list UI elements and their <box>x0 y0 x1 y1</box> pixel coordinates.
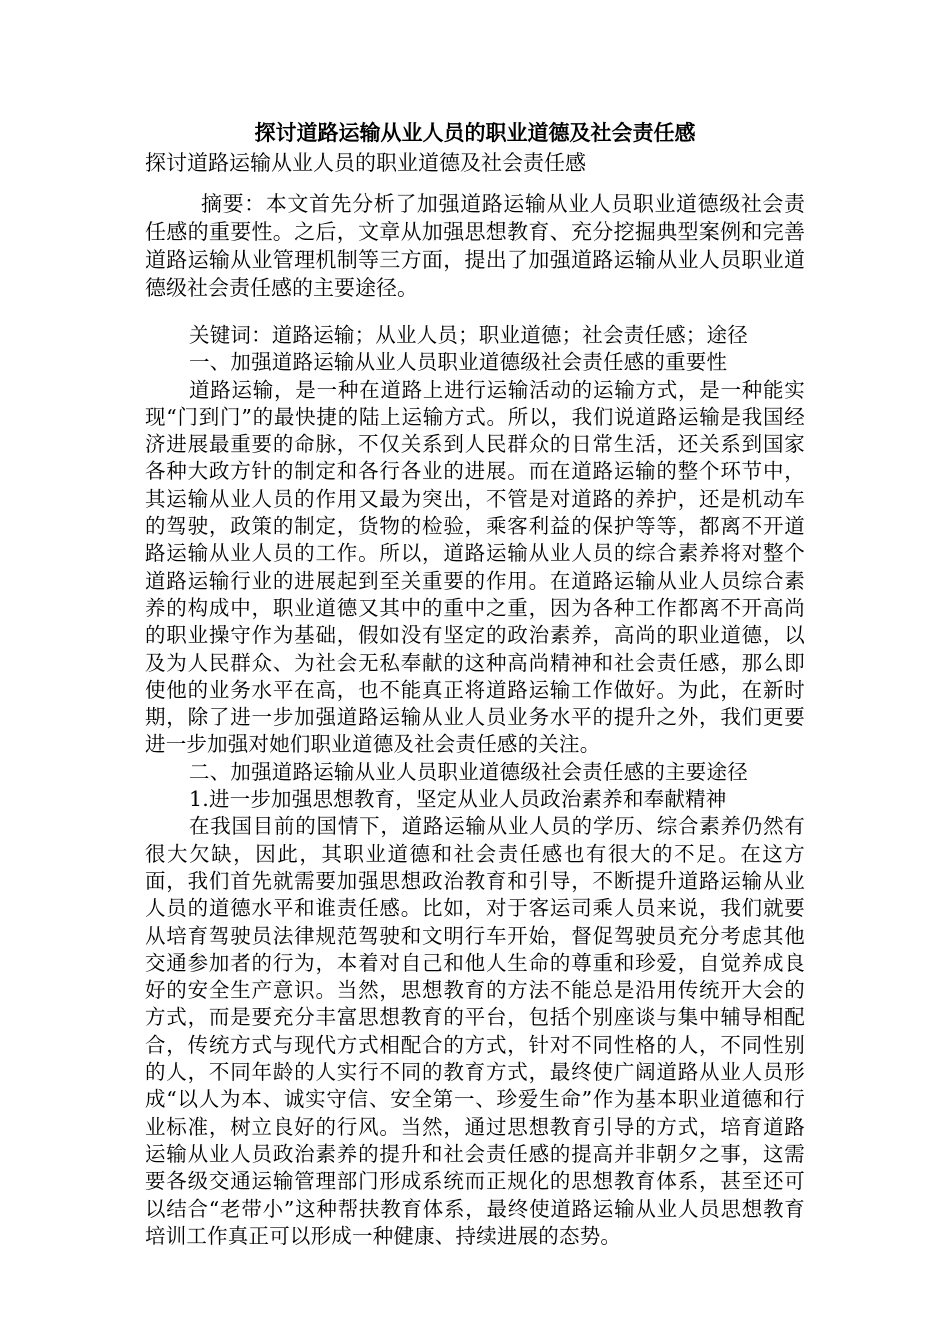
keywords-line: 关键词：道路运输；从业人员；职业道德；社会责任感；途径 <box>189 323 748 347</box>
section-1-paragraph: 道路运输，是一种在道路上进行运输活动的运输方式，是一种能实现“门到门”的最快捷的陆上运输方式。所以，我们说道路运输是我国经济进展最重要的命脉，不仅关系到人民群众的日常生活，还关系到国家各种大政方针的制定和各行各业的进展。而在道路运输的整个环节中，其运输从业人员的作用又最为突出，不管是对道路的养护，还是机动车的驾驶，政策的制定，货物的检验，乘客利益的保护等等，都离不开道路运输从业人员的工作。所以，道路运输从业人员的综合素养将对整个道路运输行业的进展起到至关重要的作用。在道路运输从业人员综合素养的构成中，职业道德又其中的重中之重，因为各种工作都离不开高尚的职业操守作为基础，假如没有坚定的政治素养，高尚的职业道德，以及为人民群众、为社会无私奉献的这种高尚精神和社会责任感，那么即使他的业务水平在高，也不能真正将道路运输工作做好。为此，在新时期，除了进一步加强道路运输从业人员业务水平的提升之外，我们更要进一步加强对她们职业道德及社会责任感的关注。 <box>145 377 805 757</box>
subsection-1-heading: 1.进一步加强思想教育，坚定从业人员政治素养和奉献精神 <box>189 787 727 812</box>
abstract-paragraph: 摘要：本文首先分析了加强道路运输从业人员职业道德级社会责任感的重要性。之后，文章从加强思想教育、充分挖掘典型案例和完善道路运输从业管理机制等三方面，提出了加强道路运输从业人员职业道德级社会责任感的主要途径。 <box>145 192 805 300</box>
section-2-heading: 二、加强道路运输从业人员职业道德级社会责任感的主要途径 <box>189 759 748 784</box>
subsection-1-paragraph: 在我国目前的国情下，道路运输从业人员的学历、综合素养仍然有很大欠缺，因此，其职业道德和社会责任感也有很大的不足。在这方面，我们首先就需要加强思想政治教育和引导，不断提升道路运输从业人员的道德水平和谁责任感。比如，对于客运司乘人员来说，我们就要从培育驾驶员法律规范驾驶和文明行车开始，督促驾驶员充分考虑其他交通参加者的行为，本着对自己和他人生命的尊重和珍爱，自觉养成良好的安全生产意识。当然，思想教育的方法不能总是沿用传统开大会的方式，而是要充分丰富思想教育的平台，包括个别座谈与集中辅导相配合，传统方式与现代方式相配合的方式，针对不同性格的人，不同性别的人，不同年龄的人实行不同的教育方式，最终使广阔道路从业人员形成“以人为本、诚实守信、安全第一、珍爱生命”作为基本职业道德和行业标准，树立良好的行风。当然，通过思想教育引导的方式，培育道路运输从业人员政治素养的提升和社会责任感的提高并非朝夕之事，这需要各级交通运输管理部门形成系统而正规化的思想教育体系，甚至还可以结合“老带小”这种帮扶教育体系，最终使道路运输从业人员思想教育培训工作真正可以形成一种健康、持续进展的态势。 <box>145 814 805 1248</box>
document-title: 探讨道路运输从业人员的职业道德及社会责任感 <box>254 121 696 145</box>
document-page <box>145 118 805 1250</box>
section-1-heading: 一、加强道路运输从业人员职业道德级社会责任感的重要性 <box>189 350 728 375</box>
document-subtitle: 探讨道路运输从业人员的职业道德及社会责任感 <box>145 151 586 175</box>
